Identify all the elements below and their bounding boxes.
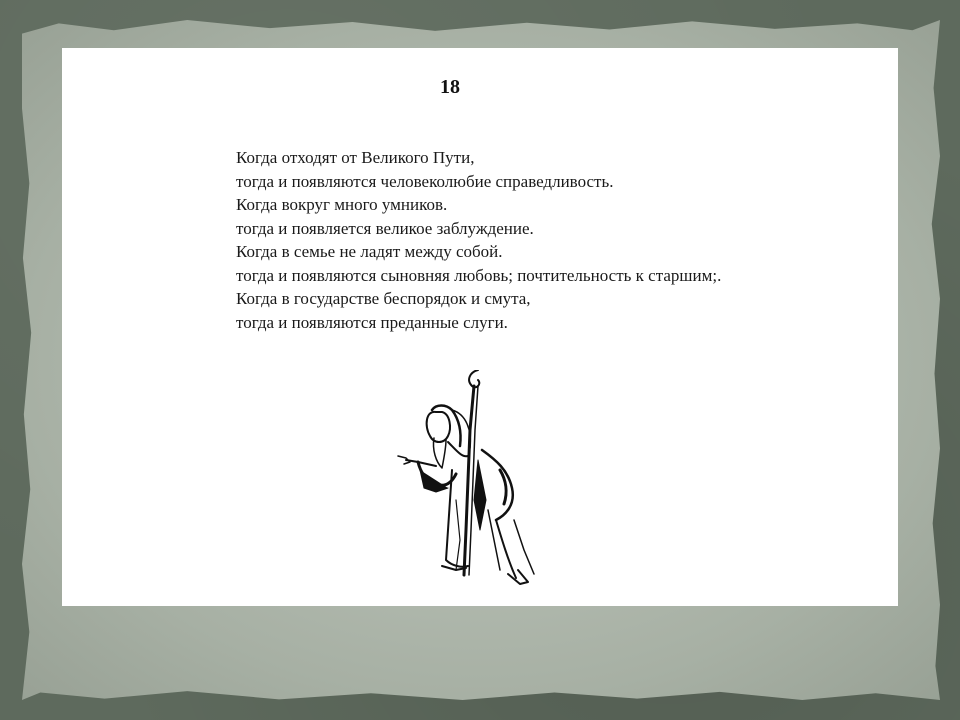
page-number: 18: [440, 76, 460, 98]
poem-line: тогда и появляются преданные слуги.: [236, 312, 508, 332]
poem-line: Когда отходят от Великого Пути,: [236, 148, 475, 167]
poem-text: [236, 146, 721, 334]
poem-line: Когда в семье не ладят между собой.: [236, 242, 503, 261]
poem-line: Когда в государстве беспорядок и смута,: [236, 289, 531, 308]
document-page: [62, 48, 898, 606]
poem-line: тогда и появляется великое заблуждение.: [236, 218, 534, 238]
poem-line: тогда и появляются человеколюбие справедливость.: [236, 171, 614, 191]
poem-line: Когда вокруг много умников.: [236, 195, 448, 214]
sage-with-staff-illustration: [396, 370, 556, 590]
poem-line: тогда и появляются сыновняя любовь; почтительность к старшим;.: [236, 265, 722, 285]
